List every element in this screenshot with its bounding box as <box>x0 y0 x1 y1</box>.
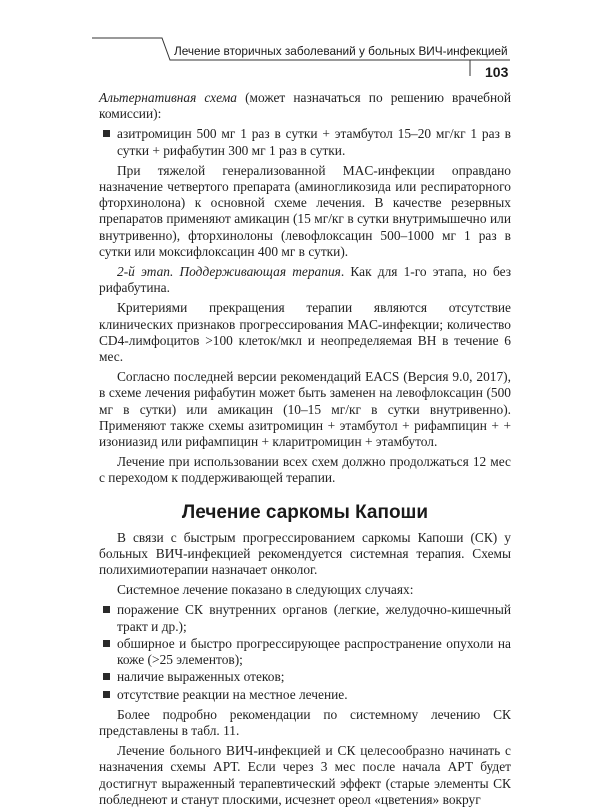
art-paragraph: Лечение больного ВИЧ-инфекцией и СК целесообразно начинать с назначения схемы АРТ. Если через 3 мес после начала АРТ будет достигнут выраженный терапевтический эффект (старые элементы СК побледнеют и станут плоскими, исчезнет ореол «цветения» вокруг <box>99 743 511 807</box>
list-item-text: азитромицин 500 мг 1 раз в сутки + этамбутол 15–20 мг/кг 1 раз в сутки + рифабутин 300 мг 1 раз в сутки. <box>117 126 511 158</box>
indications-list <box>99 602 511 702</box>
list-item <box>99 636 511 668</box>
table-reference-paragraph: Более подробно рекомендации по системному лечению СК представлены в табл. 11. <box>99 706 511 738</box>
duration-paragraph: Лечение при использовании всех схем должно продолжаться 12 мес с переходом к поддерживающей терапии. <box>99 454 511 486</box>
section-heading: Лечение саркомы Капоши <box>181 501 429 523</box>
alt-scheme-list <box>99 126 511 158</box>
square-bullet-icon <box>103 130 110 137</box>
header-rule <box>90 36 522 82</box>
square-bullet-icon <box>103 673 110 680</box>
page-content <box>99 90 511 812</box>
list-item-text: обширное и быстро прогрессирующее распространение опухоли на коже (>25 элементов); <box>117 635 511 668</box>
list-item-text: наличие выраженных отеков; <box>117 669 285 685</box>
severe-mac-paragraph: При тяжелой генерализованной MAC-инфекции оправдано назначение четвертого препарата (аминогликозида или респираторного фторхинолона) к основной схеме лечения. В качестве резервных препаратов применяют амикацин (15 мг/кг в сутки внутримышечно или внутривенно), фторхинолоны (левофлоксацин 500–1000 мг 1 раз в сутки или моксифлоксацин 400 мг в сутки). <box>99 162 511 259</box>
page-header <box>90 36 522 82</box>
square-bullet-icon <box>103 640 110 647</box>
list-item <box>99 687 511 703</box>
page-number: 103 <box>485 64 509 80</box>
list-item <box>99 602 511 634</box>
indications-paragraph: Системное лечение показано в следующих случаях: <box>117 582 414 598</box>
square-bullet-icon <box>103 606 110 613</box>
list-item <box>99 669 511 685</box>
list-item-text: отсутствие реакции на местное лечение. <box>117 686 348 702</box>
stage2-label: 2-й этап. Поддерживающая терапия <box>117 264 341 280</box>
eacs-paragraph: Согласно последней версии рекомендаций EACS (Версия 9.0, 2017), в схеме лечения рифабутин может быть заменен на левофлоксацин (500 мг в сутки) или амикацин (10–15 мг/кг в сутки внутривенно). Применяют также схемы азитромицин + этамбутол + рифампицин + + изониазид или рифампицин + кларитромицин + этамбутол. <box>99 369 511 450</box>
stage2-text: . Как для 1-го этапа, но без рифабутина. <box>99 264 512 296</box>
criteria-paragraph: Критериями прекращения терапии являются отсутствие клинических признаков прогрессирования MAC-инфекции; количество CD4-лимфоцитов >100 клеток/мкл и неопределяемая ВН в течение 6 мес. <box>99 300 511 365</box>
alt-scheme-text: (может назначаться по решению врачебной комиссии): <box>99 90 511 122</box>
running-title: Лечение вторичных заболеваний у больных ВИЧ-инфекцией <box>174 44 508 58</box>
alt-scheme-label: Альтернативная схема <box>99 90 237 105</box>
list-item <box>99 126 511 158</box>
list-item-text: поражение СК внутренних органов (легкие, желудочно-кишечный тракт и др.); <box>117 602 511 634</box>
square-bullet-icon <box>103 691 110 698</box>
alt-scheme-paragraph <box>99 90 511 122</box>
kaposi-intro-paragraph: В связи с быстрым прогрессированием саркомы Капоши (СК) у больных ВИЧ-инфекцией рекомендуется системная терапия. Схемы полихимиотерапии назначает онколог. <box>99 529 511 578</box>
stage2-paragraph <box>99 264 511 296</box>
